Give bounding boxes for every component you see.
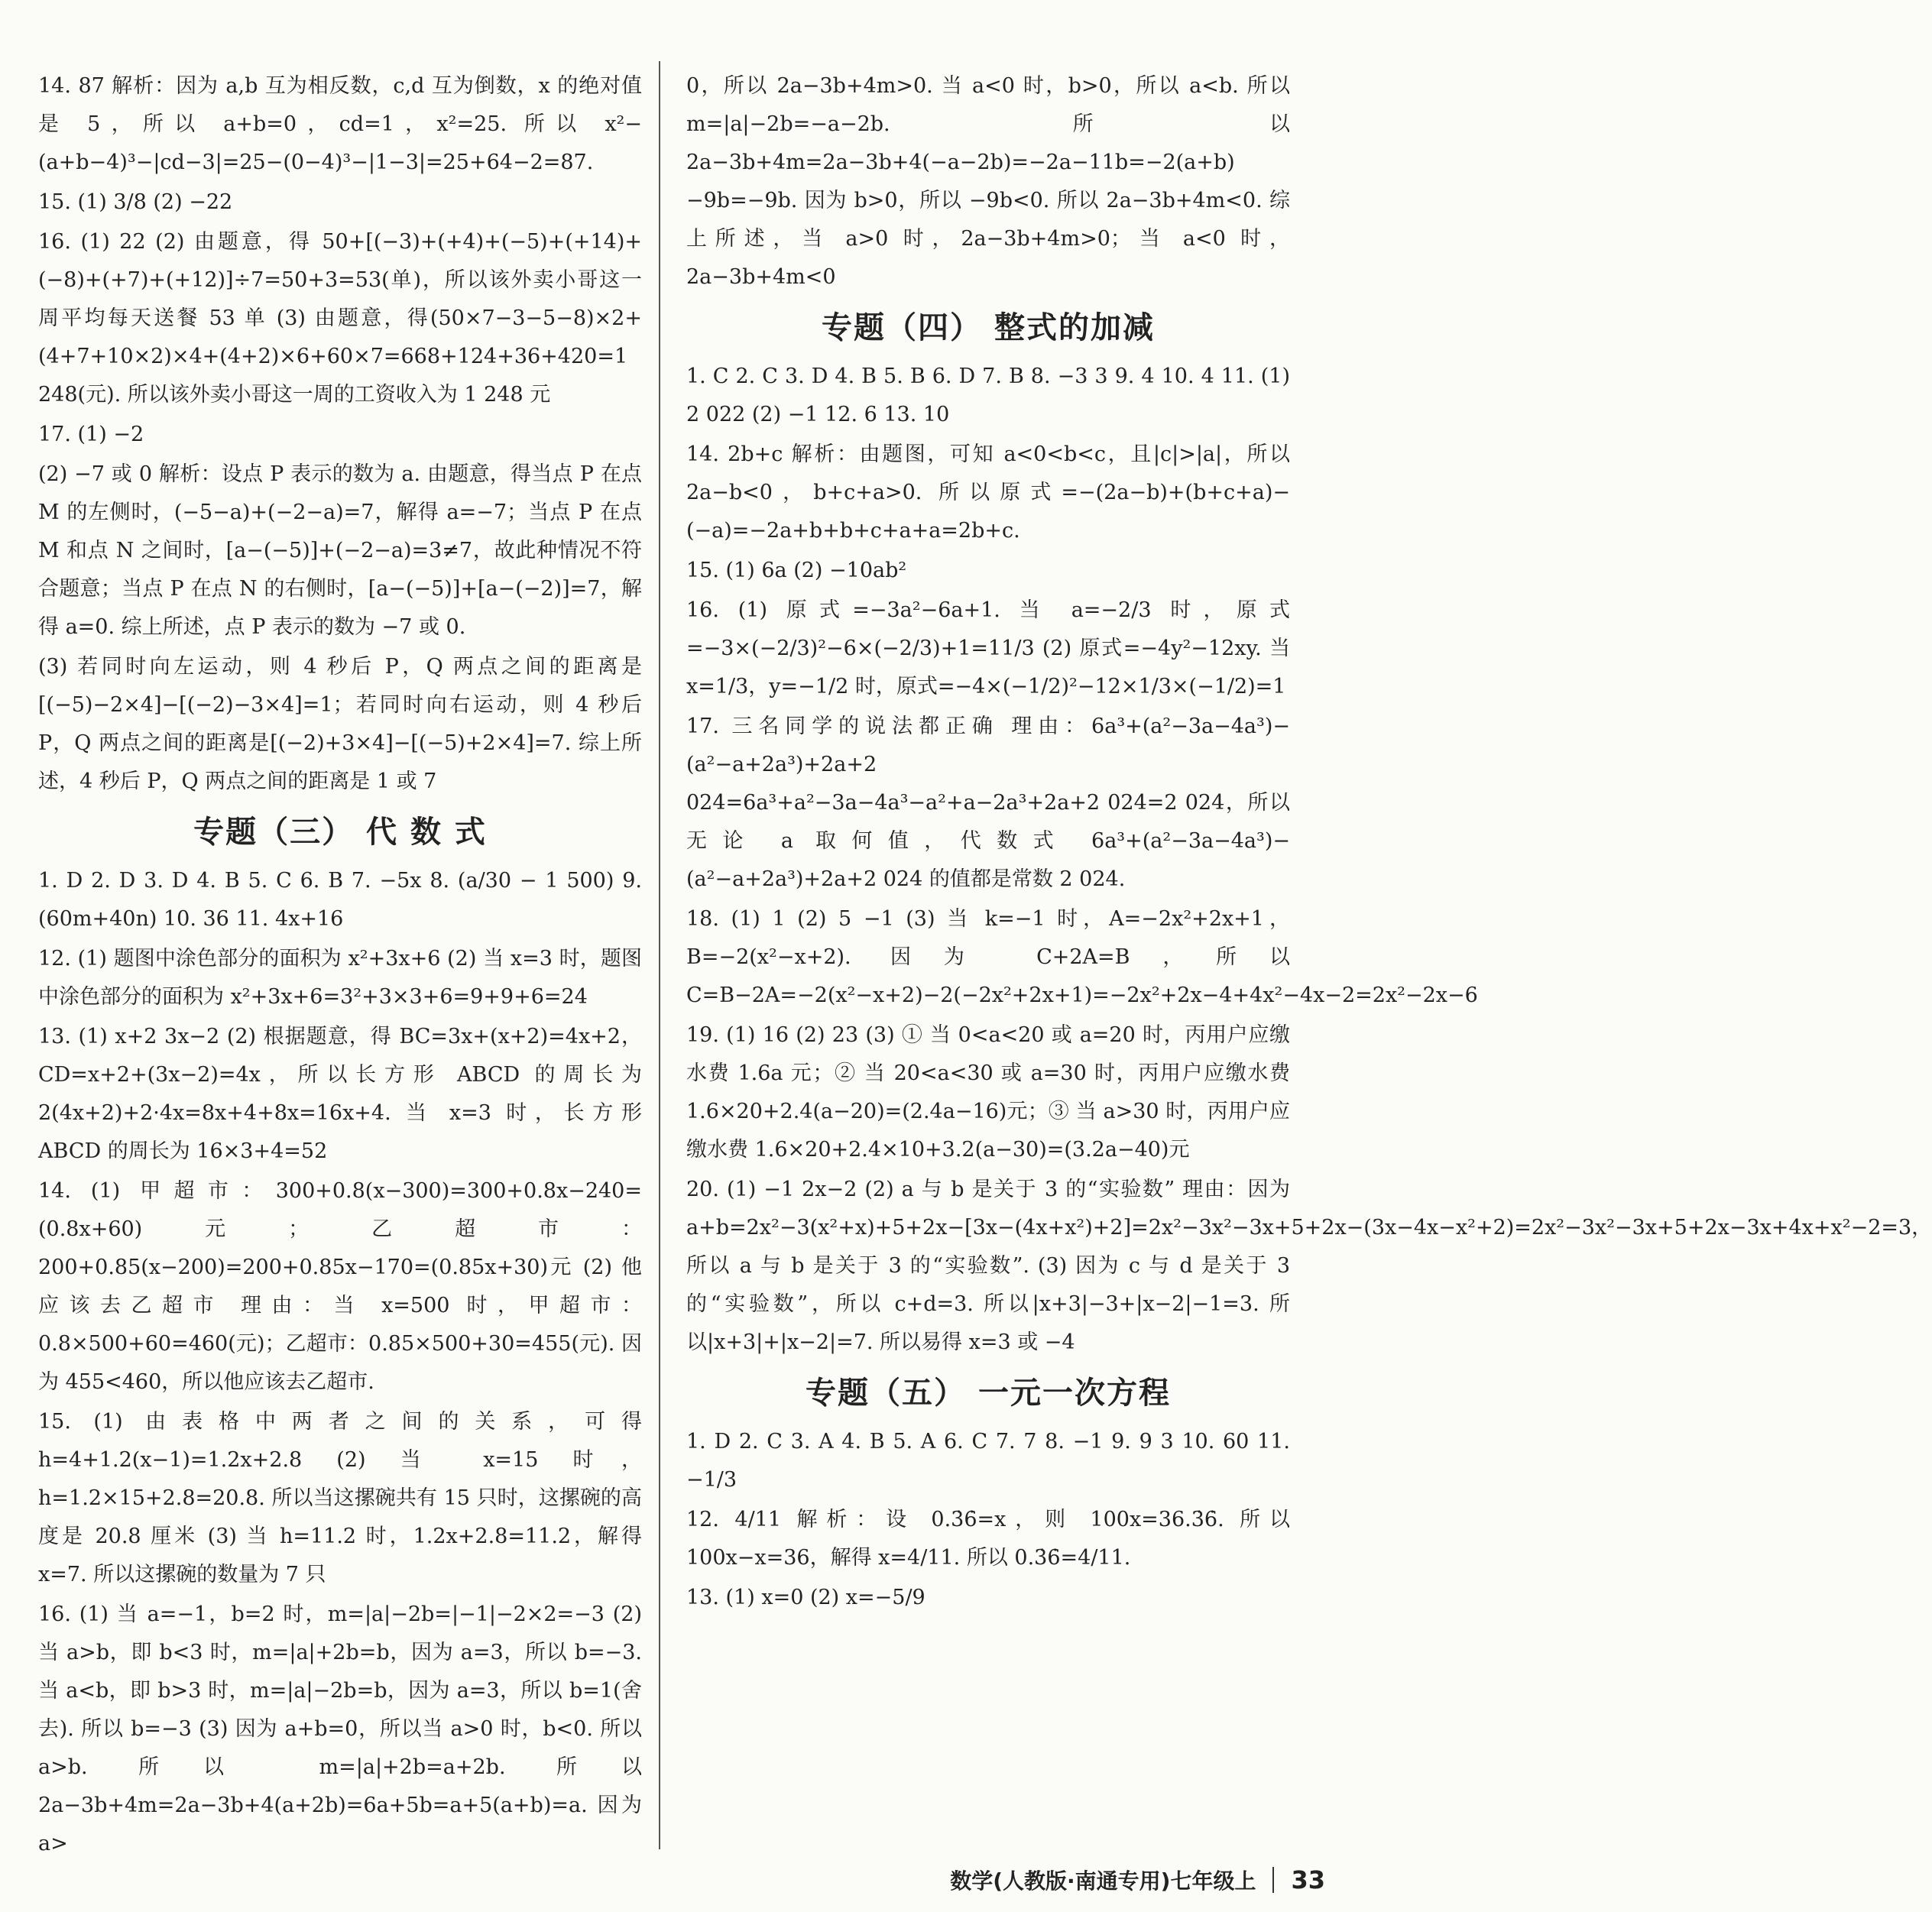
answer-item: 0，所以 2a−3b+4m>0. 当 a<0 时，b>0，所以 a<b. 所以 m=|a|−2b=−a−2b. 所以 2a−3b+4m=2a−3b+4(−a−2b)=−2a−11b=−2(a+b)−9b=−9b. 因为 b>0，所以 −9b<0. 所以 2a−3b+4m<0. 综上所述，当 a>0 时，2a−3b+4m>0；当 a<0 时，2a−3b+4m<0 xyxy=(686,74,1290,289)
answer-item: 1. D 2. C 3. A 4. B 5. A 6. C 7. 7 8. −1 9. 9 3 10. 60 11. −1/3 xyxy=(686,1430,1290,1492)
answer-item: 1. D 2. D 3. D 4. B 5. C 6. B 7. −5x 8. (a/30 − 1 500) 9. (60m+40n) 10. 36 11. 4x+16 xyxy=(38,869,642,931)
answer-item: 17. (1) −2 xyxy=(38,423,144,446)
section-title: 专题（三） 代 数 式 xyxy=(193,815,487,850)
answer-item: 18. (1) 1 (2) 5 −1 (3) 当 k=−1 时，A=−2x²+2x+1，B=−2(x²−x+2). 因为 C+2A=B，所以 C=B−2A=−2(x²−x+2)−2(−2x²+2x+1)=−2x²+2x−4+4x²−4x−2=2x²−2x−6 xyxy=(686,907,1478,1007)
answer-item: 16. (1) 当 a=−1，b=2 时，m=|a|−2b=|−1|−2×2=−3 (2) 当 a>b，即 b<3 时，m=|a|+2b=b，因为 a=3，所以 b=−3. 当 a<b，即 b>3 时，m=|a|−2b=b，因为 a=3，所以 b=1(舍去). 所以 b=−3 (3) 因为 a+b=0，所以当 a>0 时，b<0. 所以 a>b. 所以 m=|a|+2b=a+2b. 所以 2a−3b+4m=2a−3b+4(a+2b)=6a+5b=a+5(a+b)=a. 因为 a> xyxy=(38,1603,642,1855)
answer-item: 16. (1) 原式=−3a²−6a+1. 当 a=−2/3 时，原式=−3×(−2/3)²−6×(−2/3)+1=11/3 (2) 原式=−4y²−12xy. 当 x=1/3，y=−1/2 时，原式=−4×(−1/2)²−12×1/3×(−1/2)=1 xyxy=(686,598,1290,698)
answer-item: 15. (1) 6a (2) −10ab² xyxy=(686,559,907,582)
section-title: 专题（四） 整式的加减 xyxy=(822,310,1155,345)
answer-item: (2) −7 或 0 解析：设点 P 表示的数为 a. 由题意，得当点 P 在点 M 的左侧时，(−5−a)+(−2−a)=7，解得 a=−7；当点 P 在点 M 和点 N 之间时，[a−(−5)]+(−2−a)=3≠7，故此种情况不符合题意；当点 P 在点 N 的右侧时，[a−(−5)]+[a−(−2)]=7，解得 a=0. 综上所述，点 P 表示的数为 −7 或 0. xyxy=(38,462,642,639)
answer-item: 16. (1) 22 (2) 由题意，得 50+[(−3)+(+4)+(−5)+(+14)+(−8)+(+7)+(+12)]÷7=50+3=53(单)，所以该外卖小哥这一周平均每天送餐 53 单 (3) 由题意，得(50×7−3−5−8)×2+(4+7+10×2)×4+(4+2)×6+60×7=668+124+36+420=1 248(元). 所以该外卖小哥这一周的工资收入为 1 248 元 xyxy=(38,230,642,407)
answer-item: 1. C 2. C 3. D 4. B 5. B 6. D 7. B 8. −3 3 9. 4 10. 4 11. (1) 2 022 (2) −1 12. 6 13. 10 xyxy=(686,365,1290,426)
answer-item: 20. (1) −1 2x−2 (2) a 与 b 是关于 3 的“实验数” 理由：因为 a+b=2x²−3(x²+x)+5+2x−[3x−(4x+x²)+2]=2x²−3x²−3x+5+2x−(3x−4x−x²+2)=2x²−3x²−3x+5+2x−3x+4x+x²−2=3，所以 a 与 b 是关于 3 的“实验数”. (3) 因为 c 与 d 是关于 3 的“实验数”，所以 c+d=3. 所以|x+3|−3+|x−2|−1=3. 所以|x+3|+|x−2|=7. 所以易得 x=3 或 −4 xyxy=(686,1178,1932,1354)
answer-item: 14. 2b+c 解析：由题图，可知 a<0<b<c，且|c|>|a|，所以 2a−b<0，b+c+a>0. 所以原式=−(2a−b)+(b+c+a)−(−a)=−2a+b+b+c+a+a=2b+c. xyxy=(686,442,1290,543)
answer-item: 14. 87 解析：因为 a,b 互为相反数，c,d 互为倒数，x 的绝对值是 5，所以 a+b=0，cd=1，x²=25. 所以 x²−(a+b−4)³−|cd−3|=25−(0−4)³−|1−3|=25+64−2=87. xyxy=(38,74,642,174)
column-divider xyxy=(659,61,660,1849)
answer-item: 19. (1) 16 (2) 23 (3) ① 当 0<a<20 或 a=20 时，丙用户应缴水费 1.6a 元；② 当 20<a<30 或 a=30 时，丙用户应缴水费 1.6×20+2.4(a−20)=(2.4a−16)元；③ 当 a>30 时，丙用户应缴水费 1.6×20+2.4×10+3.2(a−30)=(3.2a−40)元 xyxy=(686,1023,1290,1162)
answer-item: 17. 三名同学的说法都正确 理由：6a³+(a²−3a−4a³)−(a²−a+2a³)+2a+2 024=6a³+a²−3a−4a³−a²+a−2a³+2a+2 024=2 024，所以无论 a 取何值，代数式 6a³+(a²−3a−4a³)−(a²−a+2a³)+2a+2 024 的值都是常数 2 024. xyxy=(686,715,1290,891)
answer-item: 15. (1) 3/8 (2) −22 xyxy=(38,190,233,214)
page-footer xyxy=(950,1865,1325,1895)
page-number: 33 xyxy=(1291,1865,1325,1894)
answer-item: 15. (1) 由表格中两者之间的关系，可得 h=4+1.2(x−1)=1.2x+2.8 (2) 当 x=15 时，h=1.2×15+2.8=20.8. 所以当这摞碗共有 15 只时，这摞碗的高度是 20.8 厘米 (3) 当 h=11.2 时，1.2x+2.8=11.2，解得 x=7. 所以这摞碗的数量为 7 只 xyxy=(38,1410,642,1586)
answer-item: 12. 4/11 解析：设 0.3̇6̇=x，则 100x=36.3̇6̇. 所以 100x−x=36，解得 x=4/11. 所以 0.3̇6̇=4/11. xyxy=(686,1508,1290,1570)
answer-item: (3) 若同时向左运动，则 4 秒后 P，Q 两点之间的距离是 [(−5)−2×4]−[(−2)−3×4]=1；若同时向右运动，则 4 秒后 P，Q 两点之间的距离是[(−2)+3×4]−[(−5)+2×4]=7. 综上所述，4 秒后 P，Q 两点之间的距离是 1 或 7 xyxy=(38,655,642,793)
left-column xyxy=(38,67,642,1865)
right-column xyxy=(686,67,1932,1619)
footer-separator xyxy=(1272,1867,1274,1893)
footer-subject: 数学(人教版·南通专用)七年级上 xyxy=(950,1868,1256,1894)
answer-item: 13. (1) x=0 (2) x=−5/9 xyxy=(686,1586,925,1609)
section-title: 专题（五） 一元一次方程 xyxy=(806,1376,1171,1411)
answer-item: 12. (1) 题图中涂色部分的面积为 x²+3x+6 (2) 当 x=3 时，题图中涂色部分的面积为 x²+3x+6=3²+3×3+6=9+9+6=24 xyxy=(38,947,642,1009)
answer-item: 13. (1) x+2 3x−2 (2) 根据题意，得 BC=3x+(x+2)=4x+2，CD=x+2+(3x−2)=4x，所以长方形 ABCD 的周长为 2(4x+2)+2·4x=8x+4+8x=16x+4. 当 x=3 时，长方形 ABCD 的周长为 16×3+4=52 xyxy=(38,1025,642,1163)
answer-item: 14. (1) 甲超市：300+0.8(x−300)=300+0.8x−240=(0.8x+60)元；乙超市：200+0.85(x−200)=200+0.85x−170=(0.85x+30)元 (2) 他应该去乙超市 理由：当 x=500 时，甲超市：0.8×500+60=460(元)；乙超市：0.85×500+30=455(元). 因为 455<460，所以他应该去乙超市. xyxy=(38,1179,642,1394)
